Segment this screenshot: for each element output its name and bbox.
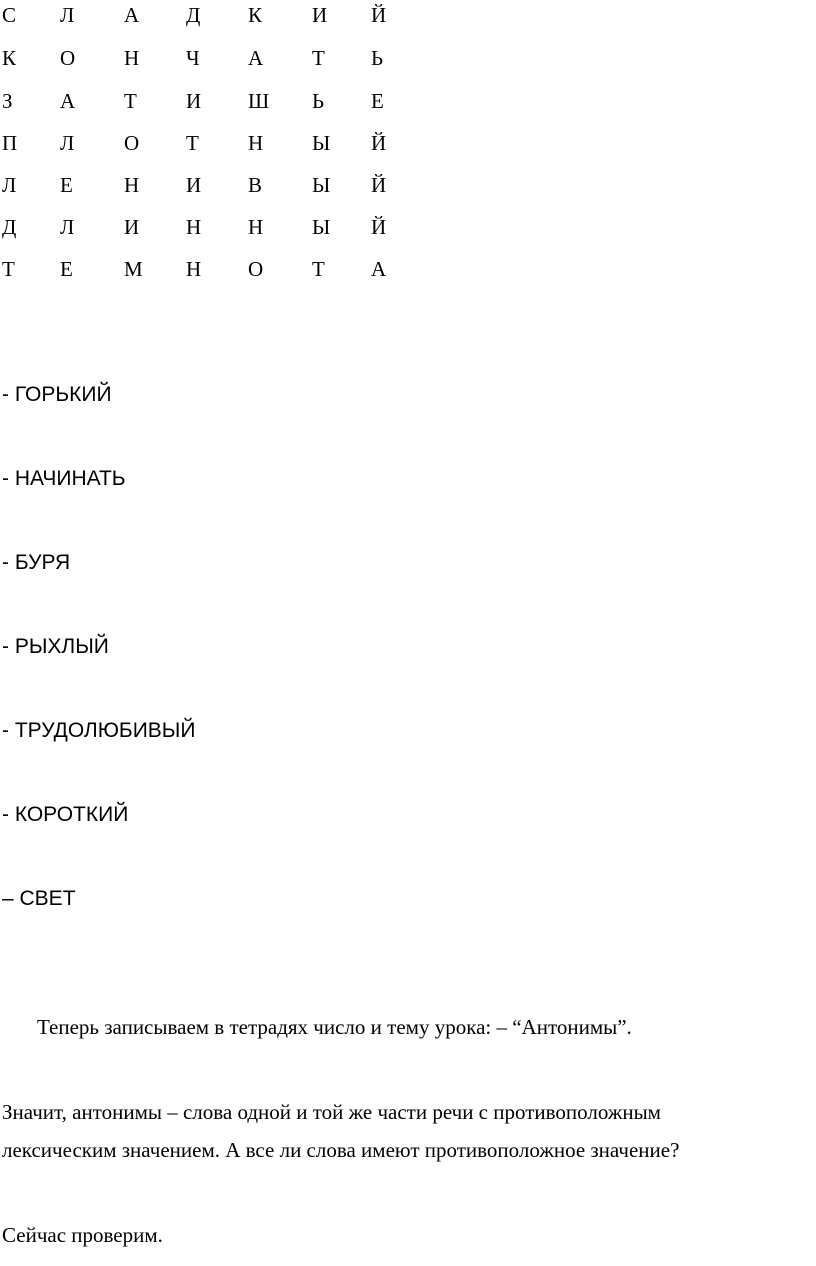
closing-line: Сейчас проверим. [2, 1223, 163, 1247]
grid-cell: Н [186, 215, 202, 239]
grid-cell: Н [186, 257, 202, 281]
grid-cell: Т [2, 257, 15, 281]
grid-cell: Н [248, 215, 264, 239]
list-item: - ТРУДОЛЮБИВЫЙ [2, 719, 196, 742]
grid-cell: К [248, 3, 263, 27]
grid-cell: Т [312, 46, 325, 70]
grid-cell: Й [371, 173, 387, 197]
grid-cell: Т [312, 257, 325, 281]
grid-cell: З [2, 89, 13, 113]
definition-line-2: лексическим значением. А все ли слова имеют противоположное значение? [2, 1138, 680, 1162]
grid-cell: О [248, 257, 264, 281]
grid-cell: Ь [371, 46, 384, 70]
grid-cell: Ш [248, 89, 270, 113]
grid-cell: Н [124, 46, 140, 70]
grid-cell: К [2, 46, 17, 70]
grid-cell: Й [371, 215, 387, 239]
grid-cell: Ч [186, 46, 200, 70]
grid-cell: Й [371, 131, 387, 155]
grid-cell: Т [124, 89, 137, 113]
grid-cell: В [248, 173, 263, 197]
grid-cell: И [124, 215, 140, 239]
grid-cell: Л [60, 131, 75, 155]
grid-cell: А [371, 257, 387, 281]
grid-cell: Ь [312, 89, 325, 113]
grid-cell: Л [60, 3, 75, 27]
grid-cell: С [2, 3, 17, 27]
list-item: - РЫХЛЫЙ [2, 635, 109, 658]
list-item: - БУРЯ [2, 551, 71, 574]
grid-cell: А [60, 89, 76, 113]
grid-cell: А [124, 3, 140, 27]
grid-cell: П [2, 131, 18, 155]
grid-cell: О [124, 131, 140, 155]
list-item: - ГОРЬКИЙ [2, 383, 112, 406]
grid-cell: И [186, 89, 202, 113]
grid-cell: Д [186, 3, 201, 27]
definition-line-1: Значит, антонимы – слова одной и той же части речи с противоположным [2, 1100, 661, 1124]
grid-cell: Ы [312, 131, 331, 155]
grid-cell: Л [60, 215, 75, 239]
grid-cell: А [248, 46, 264, 70]
grid-cell: Е [371, 89, 384, 113]
lesson-topic-paragraph: Теперь записываем в тетрадях число и тему урока: – “Антонимы”. [37, 1015, 632, 1039]
grid-cell: И [186, 173, 202, 197]
grid-cell: М [124, 257, 143, 281]
grid-cell: Ы [312, 215, 331, 239]
grid-cell: Т [186, 131, 199, 155]
grid-cell: Н [124, 173, 140, 197]
grid-cell: И [312, 3, 328, 27]
list-item: - КОРОТКИЙ [2, 803, 129, 826]
list-item: – СВЕТ [2, 887, 76, 910]
grid-cell: Й [371, 3, 387, 27]
grid-cell: Л [2, 173, 17, 197]
grid-cell: Н [248, 131, 264, 155]
list-item: - НАЧИНАТЬ [2, 467, 126, 490]
grid-cell: Е [60, 257, 73, 281]
grid-cell: Е [60, 173, 73, 197]
grid-cell: Д [2, 215, 17, 239]
grid-cell: Ы [312, 173, 331, 197]
grid-cell: О [60, 46, 76, 70]
